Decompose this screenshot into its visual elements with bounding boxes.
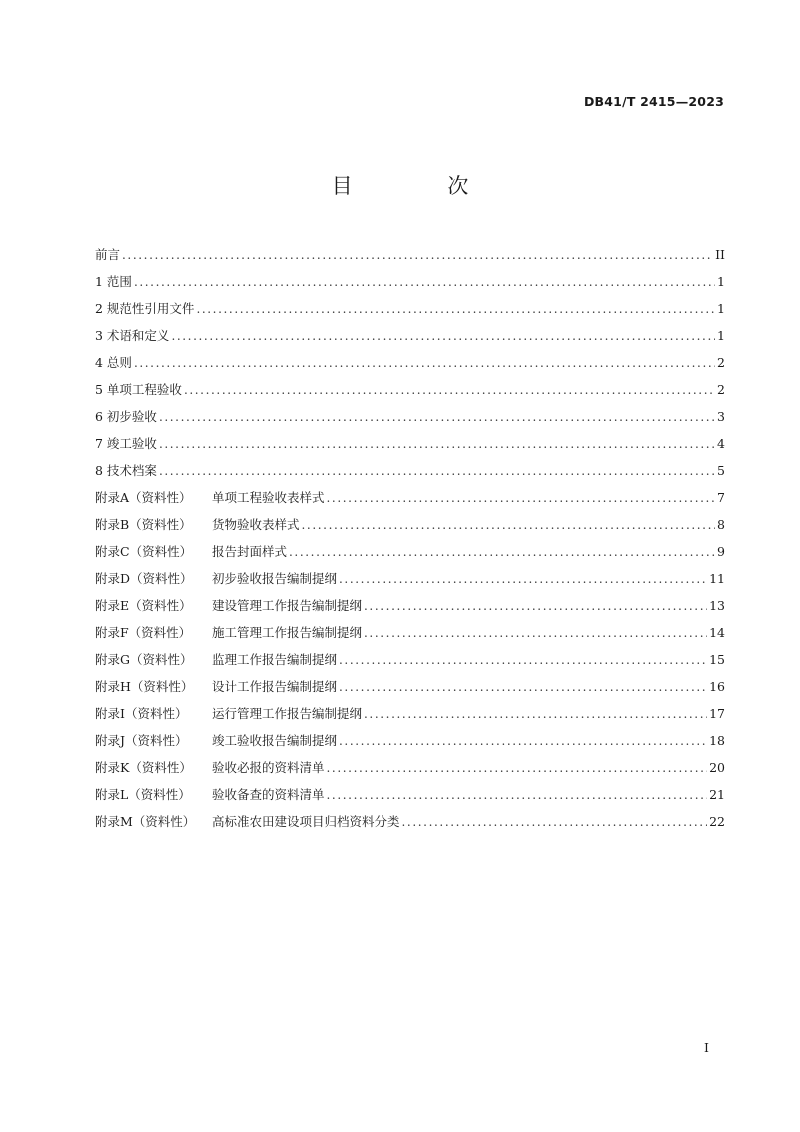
toc-entry-page: 8 [717,517,725,532]
toc-entry-page: 17 [709,706,725,721]
toc-entry-page: 1 [717,301,725,316]
toc-leader-dots [339,566,707,593]
appendix-title: 建设管理工作报告编制提纲 [212,598,363,613]
toc-entry-label: 前言 [95,247,121,262]
appendix-title: 报告封面样式 [212,544,288,559]
appendix-title: 高标准农田建设项目归档资料分类 [212,814,400,829]
toc-leader-dots [339,647,707,674]
toc-leader-dots [184,377,715,404]
toc-entry[interactable] [95,457,725,484]
toc-appendix-entry[interactable] [95,727,725,754]
toc-entry[interactable] [95,349,725,376]
toc-entry-page: 18 [709,733,725,748]
toc-entry-label: 1 范围 [95,274,132,289]
toc-appendix-label [95,700,362,727]
toc-leader-dots [327,755,708,782]
appendix-title: 监理工作报告编制提纲 [212,652,338,667]
toc-appendix-label [95,808,400,835]
toc-appendix-label [95,511,300,538]
appendix-prefix: 附录B（资料性） [95,517,192,532]
appendix-title: 验收必报的资料清单 [212,760,325,775]
toc-appendix-entry[interactable] [95,511,725,538]
toc-leader-dots [402,809,708,836]
toc-leader-dots [339,728,707,755]
toc-entry-page: 15 [709,652,725,667]
toc-appendix-entry[interactable] [95,619,725,646]
appendix-title: 设计工作报告编制提纲 [212,679,338,694]
appendix-title: 货物验收表样式 [212,517,300,532]
toc-appendix-label [95,619,362,646]
toc-entry-label: 8 技术档案 [95,463,157,478]
toc-entry-page: 5 [717,463,725,478]
toc-leader-dots [171,323,715,350]
toc-entry-page: II [715,247,725,262]
toc-entry-page: 20 [709,760,725,775]
appendix-prefix: 附录G（资料性） [95,652,193,667]
toc-appendix-label [95,754,325,781]
appendix-title: 单项工程验收表样式 [212,490,325,505]
toc-leader-dots [134,350,715,377]
appendix-prefix: 附录H（资料性） [95,679,194,694]
toc-appendix-entry[interactable] [95,754,725,781]
appendix-prefix: 附录L（资料性） [95,787,191,802]
appendix-prefix: 附录A（资料性） [95,490,192,505]
table-of-contents [95,241,725,835]
appendix-title: 初步验收报告编制提纲 [212,571,338,586]
toc-appendix-label [95,538,287,565]
toc-appendix-entry[interactable] [95,484,725,511]
toc-entry[interactable] [95,268,725,295]
toc-leader-dots [339,674,707,701]
appendix-title: 验收备查的资料清单 [212,787,325,802]
toc-leader-dots [196,296,715,323]
toc-leader-dots [364,593,707,620]
toc-leader-dots [122,242,713,269]
toc-entry[interactable] [95,403,725,430]
appendix-prefix: 附录J（资料性） [95,733,188,748]
toc-entry[interactable] [95,376,725,403]
toc-entry[interactable] [95,430,725,457]
appendix-prefix: 附录M（资料性） [95,814,196,829]
toc-leader-dots [327,485,716,512]
toc-appendix-label [95,646,337,673]
toc-appendix-entry[interactable] [95,673,725,700]
toc-leader-dots [134,269,715,296]
document-code: DB41/T 2415—2023 [583,94,724,109]
appendix-prefix: 附录E（资料性） [95,598,192,613]
toc-entry-page: 2 [717,355,725,370]
toc-entry-page: 3 [717,409,725,424]
toc-entry-page: 7 [717,490,725,505]
toc-entry-label: 7 竣工验收 [95,436,157,451]
toc-appendix-entry[interactable] [95,646,725,673]
toc-entry-label: 6 初步验收 [95,409,157,424]
toc-leader-dots [302,512,716,539]
toc-entry[interactable] [95,322,725,349]
toc-title: 目 次 [331,174,513,198]
toc-appendix-label [95,673,337,700]
toc-appendix-label [95,484,325,511]
toc-entry-label: 5 单项工程验收 [95,382,182,397]
toc-appendix-entry[interactable] [95,565,725,592]
toc-entry-page: 9 [717,544,725,559]
toc-entry-page: 2 [717,382,725,397]
toc-appendix-label [95,727,337,754]
toc-appendix-label [95,592,362,619]
toc-leader-dots [289,539,715,566]
toc-appendix-entry[interactable] [95,781,725,808]
toc-leader-dots [159,431,715,458]
toc-leader-dots [159,404,715,431]
toc-entry-label: 3 术语和定义 [95,328,170,343]
appendix-prefix: 附录F（资料性） [95,625,192,640]
toc-entry-label: 2 规范性引用文件 [95,301,195,316]
toc-appendix-entry[interactable] [95,808,725,835]
toc-entry-page: 22 [709,814,725,829]
toc-entry-page: 21 [709,787,725,802]
toc-leader-dots [327,782,708,809]
toc-leader-dots [159,458,715,485]
appendix-title: 运行管理工作报告编制提纲 [212,706,363,721]
toc-appendix-entry[interactable] [95,592,725,619]
toc-appendix-entry[interactable] [95,700,725,727]
appendix-title: 施工管理工作报告编制提纲 [212,625,363,640]
appendix-prefix: 附录C（资料性） [95,544,193,559]
toc-appendix-label [95,781,325,808]
toc-appendix-label [95,565,337,592]
toc-entry-label: 4 总则 [95,355,132,370]
toc-entry-page: 4 [717,436,725,451]
toc-entry-page: 14 [709,625,725,640]
toc-leader-dots [364,701,707,728]
page-number: I [704,1040,709,1055]
toc-entry-page: 1 [717,328,725,343]
toc-entry[interactable] [95,241,725,268]
toc-appendix-entry[interactable] [95,538,725,565]
appendix-title: 竣工验收报告编制提纲 [212,733,338,748]
appendix-prefix: 附录D（资料性） [95,571,193,586]
toc-leader-dots [364,620,707,647]
appendix-prefix: 附录K（资料性） [95,760,192,775]
toc-entry[interactable] [95,295,725,322]
toc-entry-page: 16 [709,679,725,694]
toc-entry-page: 13 [709,598,725,613]
toc-entry-page: 1 [717,274,725,289]
toc-entry-page: 11 [709,571,725,586]
appendix-prefix: 附录I（资料性） [95,706,188,721]
